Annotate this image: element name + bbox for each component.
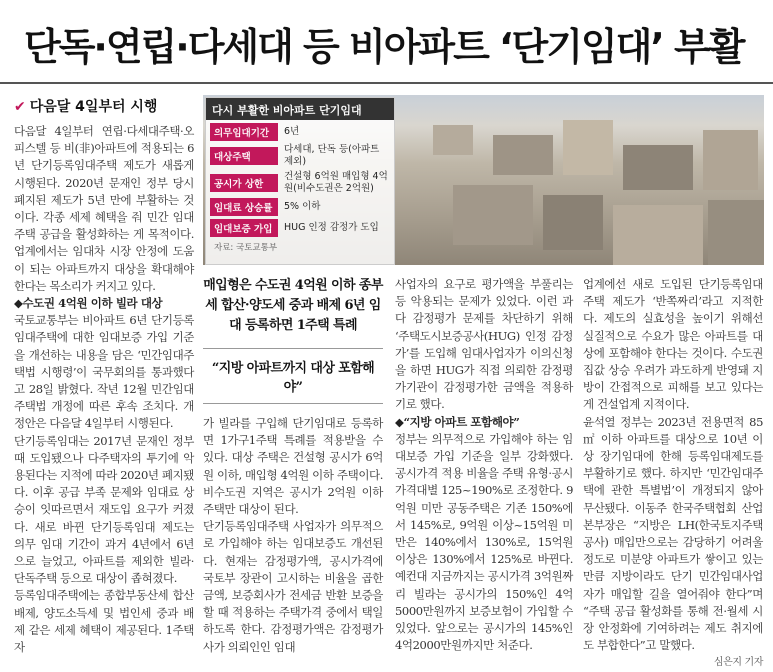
paragraph: 단기등록임대주택 사업자가 의무적으로 가입해야 하는 임대보증도 개선된다. 현재는 감정평가액, 공시가격에 국토부 장관이 고시하는 비율을 곱한 금액, 보증회사가 전세금 반환 보증을 할 때 적용하는 주택가격 중에서 택일하도록 한다. 감정평가액은 감정평가사가 의뢰인인 임대 [203, 519, 383, 654]
info-source: 자료: 국토교통부 [214, 243, 278, 253]
paragraph: 업계에선 새로 도입된 단기등록임대주택 제도가 ‘반쪽짜리’라고 지적한다. 제도의 실효성을 높이기 위해선 실질적으로 수요가 많은 아파트를 대상에 포함해야 한다는 것이다. 수도권 집값 상승 우려가 과도하게 반영돼 지방이 간접적으로 피해를 보고 있다는 게 건설업계 지적이다. [583, 277, 763, 412]
paragraph: 가 빌라를 구입해 단기임대로 등록하면 1가구1주택 특례를 적용받을 수 있다. 대상 주택은 건설형 공시가 6억원 이하, 매입형 4억원 이하 주택이다. 비수도권 지역은 공시가 2억원 이하 주택만 대상이 된다. [203, 416, 383, 517]
pull-quote-block [203, 276, 383, 404]
paragraph: 윤석열 정부는 2023년 전용면적 85㎡ 이하 아파트를 대상으로 10년 이상 장기임대에 한해 등록임대제도를 부활하기로 했다. 하지만 ‘민간임대주택에 관한 특별법’이 개정되지 않아 무산됐다. 이동주 한국주택협회 산업본부장은 “지방은 LH(한국토지주택공사) 매입만으로는 감당하기 어려울 정도로 미분양 아파트가 쌓이고 있는 만큼 지방이라도 단기 민간임대사업자가 매입할 길을 열어줘야 한다”며 “주택 공급 활성화를 통해 전·월세 시장 안정화에 기여하려는 제도 취지에도 부합한다”고 말했다. [583, 414, 763, 653]
info-label: 임대료 상승률 [210, 198, 278, 216]
info-label: 대상주택 [210, 147, 278, 165]
info-row [210, 123, 390, 141]
info-row [210, 171, 390, 195]
info-value: 6년 [284, 126, 300, 137]
info-label: 의무임대기간 [210, 123, 278, 141]
column-3 [395, 276, 573, 656]
byline: 심은지 기자 [713, 657, 763, 669]
info-value: 다세대, 단독 등(아파트 제외) [284, 144, 380, 167]
column-4 [583, 276, 763, 669]
subheadline-text: 다음달 4일부터 시행 [29, 99, 158, 115]
column-1 [14, 123, 194, 653]
info-row [210, 219, 390, 237]
info-label: 임대보증 가입 [210, 219, 278, 237]
info-value: HUG 인정 감정가 도입 [284, 222, 379, 233]
check-icon: ✔ [14, 99, 26, 115]
paragraph: 단기등록임대는 2017년 문재인 정부 때 도입됐으나 다주택자의 투기에 악용된다는 지적에 따라 2020년 폐지됐다. 이후 공급 부족 문제와 임대료 상승이 잇따르면서 재도입 요구가 커졌다. 새로 바뀐 단기등록임대 제도는 의무 임대 기간이 과거 4년에서 6년으로 늘었고, 아파트를 제외한 빌라·단독주택 등으로 대상이 좁혀졌다. [14, 433, 194, 586]
paragraph: 등록임대주택에는 종합부동산세 합산 배제, 양도소득세 및 법인세 중과 배제 같은 세제 혜택이 제공된다. 1주택자 [14, 588, 194, 655]
subheadline [14, 96, 157, 116]
info-row [210, 198, 390, 216]
section-heading: ◆“지방 아파트 포함해야” [395, 414, 520, 429]
info-row [210, 144, 390, 168]
column-2 [203, 415, 383, 655]
paragraph: 다음달 4일부터 연립·다세대주택·오피스텔 등 비(非)아파트에 적용되는 6년 단기등록임대주택 제도가 새롭게 시행된다. 2020년 문재인 정부 당시 폐지된 제도가 5년 만에 부활하는 것이다. 각종 세제 혜택을 줘 민간 임대주택 공급을 활성화하는 게 목적이다. 업계에서는 임대차 시장 안정에 도움이 되는 아파트까지 대상을 확대해야 한다는 목소리가 커지고 있다. [14, 124, 194, 293]
pull-quote: 매입형은 수도권 4억원 이하 종부세 합산·양도세 중과 배제 6년 임대 등록하면 1주택 특례 [203, 278, 383, 333]
paragraph: 정부는 의무적으로 가입해야 하는 임대보증 가입 기준을 일부 강화했다. 공시가격 적용 비율을 주택 유형·공시가격대별 125~190%로 조정한다. 9억원 미만 공동주택은 기존 150%에서 145%로, 9억원 이상~15억원 미만은 140%에서 130%로, 15억원 이상은 130%에서 125%로 바뀐다. 예컨대 지금까지는 공시가격 3억원짜리 빌라는 공시가의 150%인 4억5000만원까지 보증보험이 가입할 수 있었다. 앞으로는 공시가의 145%인 4억2000만원까지만 처준다. [395, 431, 573, 653]
info-value: 건설형 6억원 매입형 4억원(비수도권은 2억원) [284, 171, 388, 194]
headline: 단독·연립·다세대 등 비아파트 ‘단기임대’ 부활 [24, 25, 744, 69]
info-box-title: 다시 부활한 비아파트 단기임대 [206, 98, 394, 120]
quote-subtitle: “지방 아파트까지 대상 포함해야” [203, 348, 383, 404]
paragraph: 사업자의 요구로 평가액을 부풀리는 등 악용되는 문제가 있었다. 이런 과다 감정평가 문제를 차단하기 위해 ‘주택도시보증공사(HUG) 인정 감정가’를 도입해 임대사업자가 이의신청을 하면 HUG가 직접 의뢰한 감정평가기관이 감정평가한 금액을 적용하기로 했다. [395, 277, 573, 412]
section-heading: ◆수도권 4억원 이하 빌라 대상 [14, 296, 163, 311]
info-label: 공시가 상한 [210, 174, 278, 192]
info-box [205, 97, 395, 265]
paragraph: 국토교통부는 비아파트 6년 단기등록임대주택에 대한 임대보증 가입 기준을 개선하는 내용을 담은 ‘민간임대주택법 시행령’이 국무회의를 통과했다고 28일 밝혔다. 작년 12월 민간임대주택법 개정에 따른 후속 조치다. 개정안은 다음달 4일부터 시행된다. [14, 313, 194, 431]
info-value: 5% 이하 [284, 201, 321, 212]
headline-bar [0, 0, 773, 84]
